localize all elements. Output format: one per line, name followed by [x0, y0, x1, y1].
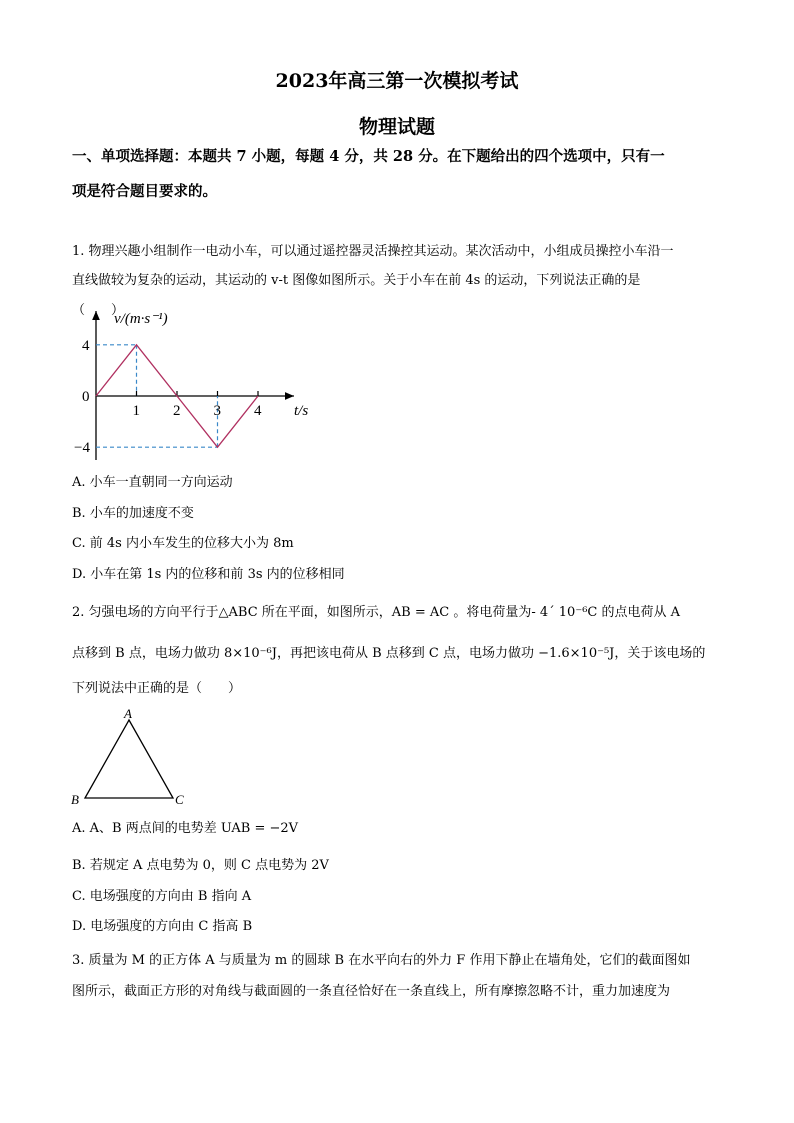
q1-option-b: B. 小车的加速度不变 — [72, 506, 194, 521]
section-heading-line2: 项是符合题目要求的。 — [72, 183, 217, 200]
section-heading-line1: 一、单项选择题：本题共 7 小题，每题 4 分，共 28 分。在下题给出的四个选项中，只有一 — [72, 148, 665, 165]
q2-option-c: C. 电场强度的方向由 B 指向 A — [72, 889, 252, 904]
subject-title: 物理试题 — [358, 116, 435, 138]
x-tick-label: 4 — [254, 403, 262, 419]
q1-line2: 直线做较为复杂的运动，其运动的 v-t 图像如图所示。关于小车在前 4s 的运动，下列说法正确的是 — [72, 273, 641, 288]
vertex-a-label: A — [124, 706, 132, 721]
triangle-abc-figure — [68, 706, 198, 810]
q1-option-a: A. 小车一直朝同一方向运动 — [72, 475, 233, 490]
x-axis-label: t/s — [294, 403, 309, 419]
y-tick-label: 4 — [82, 337, 90, 354]
q2-option-a: A. A、B 两点间的电势差 UAB = −2V — [72, 821, 299, 836]
q2-line1: 2. 匀强电场的方向平行于△ABC 所在平面，如图所示，AB = AC 。将电荷量为- 4´ 10⁻⁶C 的点电荷从 A — [72, 605, 681, 620]
y-axis-label: v/(m·s⁻¹) — [114, 311, 168, 327]
q3-line2: 图所示，截面正方形的对角线与截面圆的一条直径恰好在一条直线上，所有摩擦忽略不计，重力加速度为 — [72, 984, 671, 999]
q2-option-d: D. 电场强度的方向由 C 指高 B — [72, 919, 253, 934]
q2-line3: 下列说法中正确的是（ ） — [72, 681, 242, 696]
vertex-c-label: C — [175, 792, 184, 807]
y-tick-label: 0 — [82, 389, 90, 405]
q3-line1: 3. 质量为 M 的正方体 A 与质量为 m 的圆球 B 在水平向右的外力 F 作用下静止在墙角处，它们的截面图如 — [72, 953, 691, 968]
vertex-b-label: B — [71, 792, 79, 807]
q1-option-c: C. 前 4s 内小车发生的位移大小为 8m — [72, 536, 294, 551]
q2-line2: 点移到 B 点，电场力做功 8×10⁻⁶J，再把该电荷从 B 点移到 C 点，电场力做功 −1.6×10⁻⁵J，关于该电场的 — [72, 646, 706, 661]
triangle-abc — [85, 720, 173, 798]
q1-option-d: D. 小车在第 1s 内的位移和前 3s 内的位移相同 — [72, 567, 345, 582]
y-tick-label: −4 — [74, 440, 90, 457]
exam-title: 2023年高三第一次模拟考试 — [275, 70, 519, 92]
x-tick-label: 2 — [173, 403, 181, 419]
q1-line1: 1. 物理兴趣小组制作一电动小车，可以通过遥控器灵活操控其运动。某次活动中，小组成员操控小车沿一 — [72, 244, 674, 259]
x-tick-label: 3 — [213, 403, 221, 419]
q1-line3: （ ） — [72, 303, 125, 318]
x-tick-label: 1 — [132, 403, 140, 419]
vt-chart — [72, 305, 332, 465]
q2-option-b: B. 若规定 A 点电势为 0，则 C 点电势为 2V — [72, 858, 329, 873]
